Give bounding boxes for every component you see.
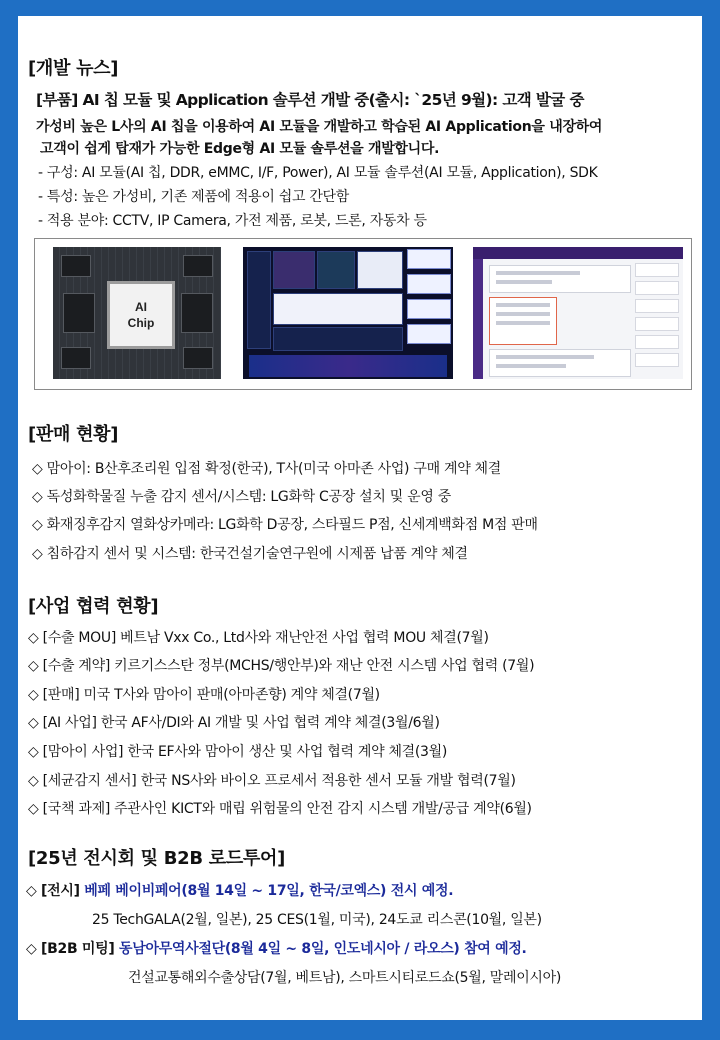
expo-exhibit-line (26, 880, 453, 900)
dev-news-bullet: - 구성: AI 모듈(AI 칩, DDR, eMMC, I/F, Power), AI 모듈 솔루션(AI 모듈, Application), SDK (38, 165, 598, 181)
dev-news-bullet: - 특성: 높은 가성비, 기존 제품에 적용이 쉽고 간단함 (38, 189, 349, 205)
dev-news-bullet: - 적용 분야: CCTV, IP Camera, 가전 제품, 로봇, 드론, 자동차 등 (38, 213, 427, 229)
expo-b2b-line (26, 938, 527, 958)
partner-item: ◇ [국책 과제] 주관사인 KICT와 매립 위험물의 안전 감지 시스템 개발/공급 계약(6월) (28, 801, 532, 817)
expo-b2b-prefix: ◇ [B2B 미팅] (26, 941, 120, 957)
product-image-strip (34, 238, 692, 390)
expo-b2b-highlight: 동남아무역사절단(8월 4일 ~ 8일, 인도네시아 / 라오스) 참여 예정. (119, 941, 527, 957)
expo-exhibit-sub: 25 TechGALA(2월, 일본), 25 CES(1월, 미국), 24도쿄 리스콘(10월, 일본) (92, 912, 542, 928)
ai-chip-label: Chip (127, 316, 155, 330)
ai-chip (107, 281, 175, 349)
expo-exhibit-prefix: ◇ [전시] (26, 883, 85, 899)
expo-exhibit-highlight: 베페 베이비페어(8월 14일 ~ 17일, 한국/코엑스) 전시 예정. (84, 883, 454, 899)
ai-chip-board-image (53, 247, 221, 379)
app-ui-screenshot-image (473, 247, 683, 379)
sales-title: [판매 현황] (28, 424, 119, 445)
dev-news-desc-2: 고객이 쉽게 탑재가 가능한 Edge형 AI 모듈 솔루션을 개발합니다. (40, 141, 440, 157)
partner-item: ◇ [수출 MOU] 베트남 Vxx Co., Ltd사와 재난안전 사업 협력 MOU 체결(7월) (28, 630, 489, 646)
partner-item: ◇ [판매] 미국 T사와 맘아이 판매(아마존향) 계약 체결(7월) (28, 687, 380, 703)
expo-title: [25년 전시회 및 B2B 로드투어] (28, 848, 286, 869)
sales-item: ◇ 독성화학물질 누출 감지 센서/시스템: LG화학 C공장 설치 및 운영 중 (32, 489, 451, 505)
sales-item: ◇ 화재징후감지 열화상카메라: LG화학 D공장, 스타필드 P점, 신세계백화점 M점 판매 (32, 517, 538, 533)
dev-news-headline: [부품] AI 칩 모듈 및 Application 솔루션 개발 중(출시: `25년 9월): 고객 발굴 중 (36, 91, 584, 109)
sales-item: ◇ 침하감지 센서 및 시스템: 한국건설기술연구원에 시제품 납품 계약 체결 (32, 546, 468, 562)
partner-item: ◇ [AI 사업] 한국 AF사/DI와 AI 개발 및 사업 협력 계약 체결(3월/6월) (28, 715, 440, 731)
expo-b2b-sub: 건설교통해외수출상담(7월, 베트남), 스마트시티로드쇼(5월, 말레이시아) (128, 970, 562, 986)
dashboard-screenshot-image (243, 247, 453, 379)
dev-news-title: [개발 뉴스] (28, 58, 119, 79)
partner-item: ◇ [수출 계약] 키르기스스탄 정부(MCHS/행안부)와 재난 안전 시스템 사업 협력 (7월) (28, 658, 535, 674)
partner-item: ◇ [맘아이 사업] 한국 EF사와 맘아이 생산 및 사업 협력 계약 체결(3월) (28, 744, 448, 760)
dev-news-desc-1: 가성비 높은 L사의 AI 칩을 이용하여 AI 모듈을 개발하고 학습된 AI Application을 내장하여 (36, 119, 603, 135)
partner-item: ◇ [세균감지 센서] 한국 NS사와 바이오 프로세서 적용한 센서 모듈 개발 협력(7월) (28, 773, 516, 789)
partners-title: [사업 협력 현황] (28, 596, 159, 617)
document-page (18, 16, 702, 1020)
sales-item: ◇ 맘아이: B산후조리원 입점 확정(한국), T사(미국 아마존 사업) 구매 계약 체결 (32, 461, 502, 477)
ai-chip-label: AI (135, 300, 147, 314)
